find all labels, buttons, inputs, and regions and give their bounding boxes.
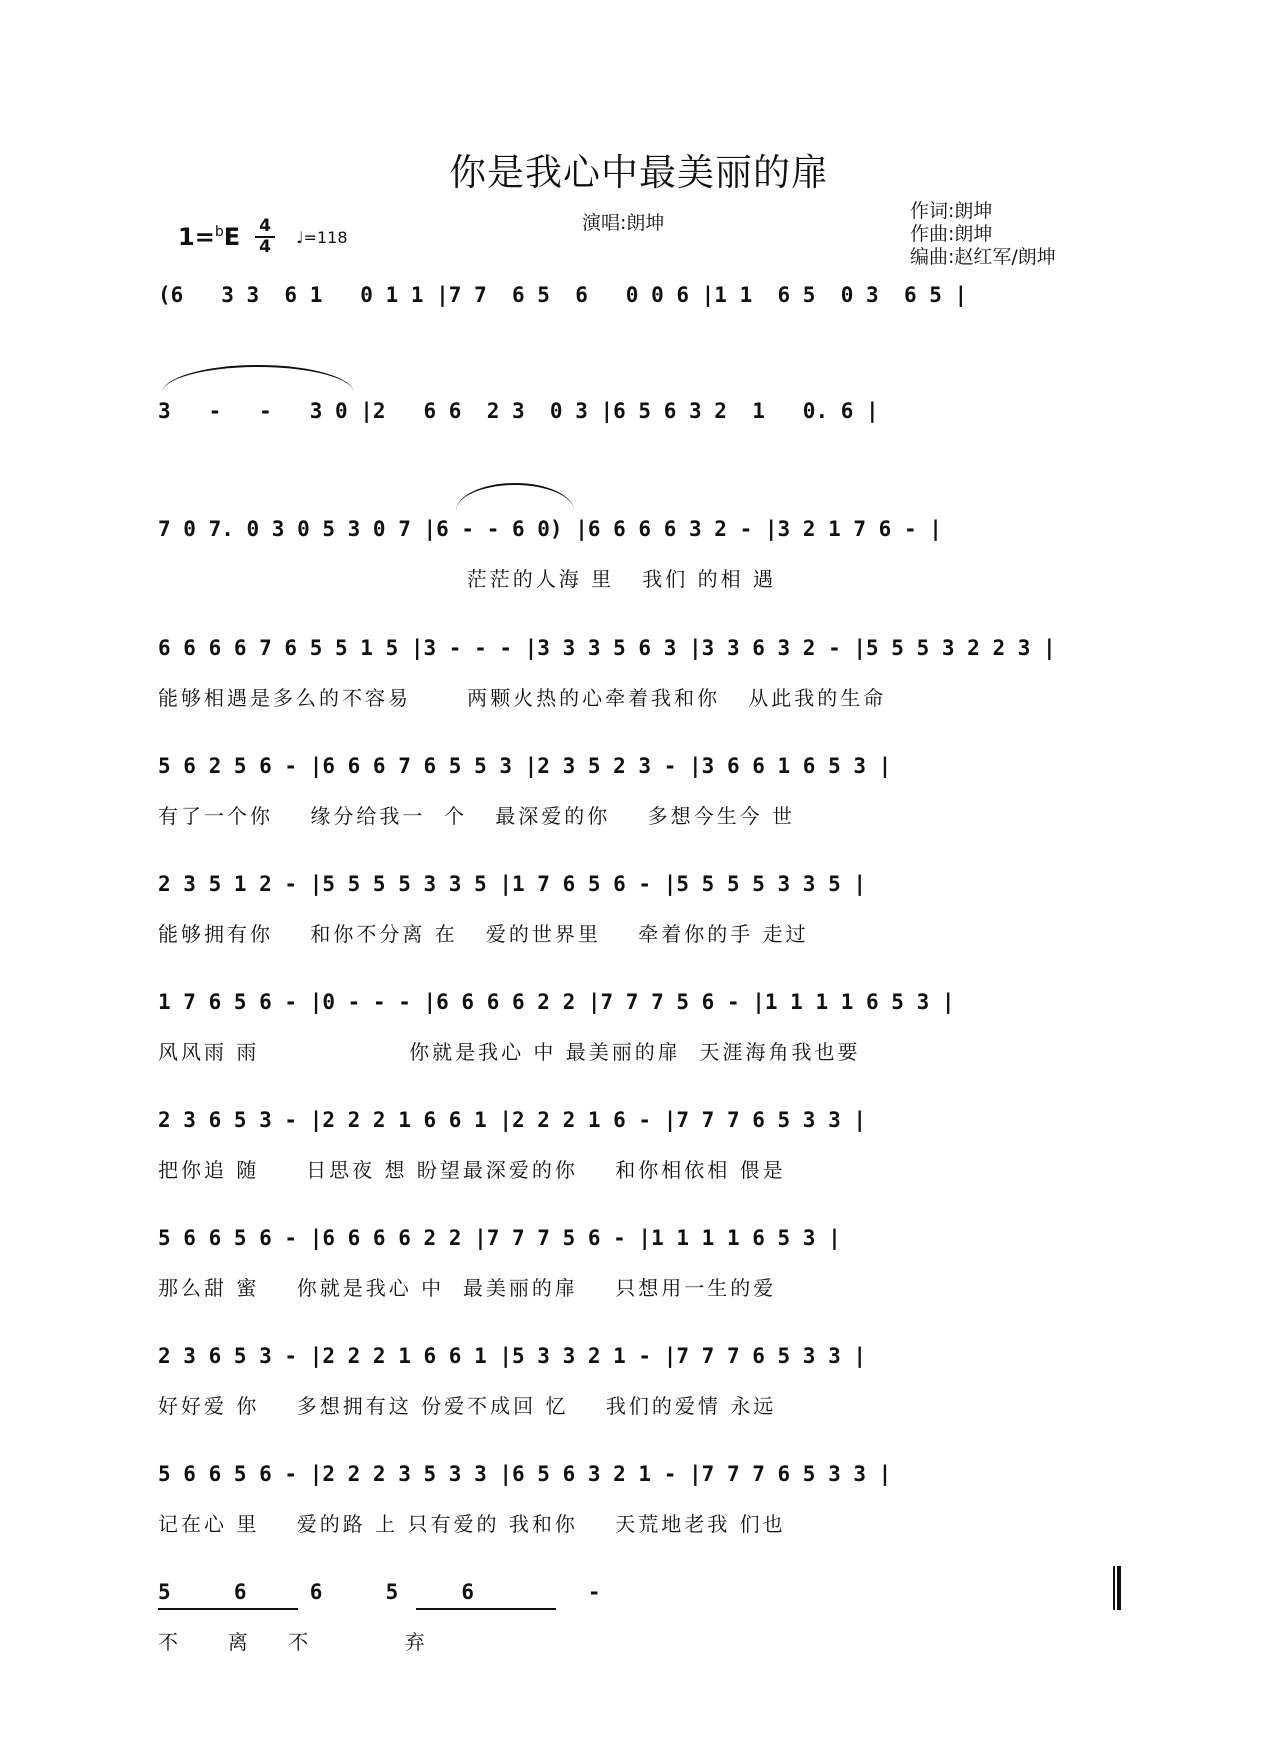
score-system-4 (158, 636, 1138, 736)
score-system-8 (158, 1108, 1138, 1208)
score-system-3 (158, 517, 1138, 617)
notation-line: 5 6 6 5 6 - (158, 1580, 601, 1604)
notation-line: (6 3 3 6 1 0 1 1 |7 7 6 5 6 0 0 6 |1 1 6 5 0 3 6 5 | (158, 283, 968, 307)
score-system-9 (158, 1226, 1138, 1326)
score-system-12 (158, 1580, 1138, 1680)
notation-line: 5 6 6 5 6 - |2 2 2 3 5 3 3 |6 5 6 3 2 1 - |7 7 7 6 5 3 3 | (158, 1462, 892, 1486)
final-barline (1113, 1566, 1121, 1610)
lyric-line: 茫茫的人海 里 我们 的相 遇 (158, 567, 776, 591)
notation-line: 6 6 6 6 7 6 5 5 1 5 |3 - - - |3 3 3 5 6 3 |3 3 6 3 2 - |5 5 5 3 2 2 3 | (158, 636, 1056, 660)
score-system-11 (158, 1462, 1138, 1562)
lyric-line: 不 离 不 弃 (158, 1630, 428, 1654)
time-signature (255, 218, 275, 256)
lyric-line: 好好爱 你 多想拥有这 份爱不成回 忆 我们的爱情 永远 (158, 1394, 777, 1418)
lyric-line: 风风雨 雨 你就是我心 中 最美丽的扉 天涯海角我也要 (158, 1040, 861, 1064)
song-title: 你是我心中最美丽的扉 (449, 151, 829, 194)
score-system-2 (158, 399, 1138, 499)
notation-line: 2 3 6 5 3 - |2 2 2 1 6 6 1 |2 2 2 1 6 - |7 7 7 6 5 3 3 | (158, 1108, 867, 1132)
lyricist-credit: 作词:朗坤 (910, 200, 993, 222)
lyric-line: 能够相遇是多么的不容易 两颗火热的心牵着我和你 从此我的生命 (158, 686, 887, 710)
score-system-6 (158, 872, 1138, 972)
flat-sign: b (214, 224, 224, 240)
lyric-line: 有了一个你 缘分给我一 个 最深爱的你 多想今生今 世 (158, 804, 796, 828)
time-top: 4 (259, 216, 271, 236)
lyric-line: 那么甜 蜜 你就是我心 中 最美丽的扉 只想用一生的爱 (158, 1276, 777, 1300)
composer-credit: 作曲:朗坤 (910, 223, 993, 245)
score-system-10 (158, 1344, 1138, 1444)
lyric-line: 把你追 随 日思夜 想 盼望最深爱的你 和你相依相 偎是 (158, 1158, 786, 1182)
notation-line: 2 3 5 1 2 - |5 5 5 5 3 3 5 |1 7 6 5 6 - |5 5 5 5 3 3 5 | (158, 872, 867, 896)
notation-line: 5 6 2 5 6 - |6 6 6 7 6 5 5 3 |2 3 5 2 3 - |3 6 6 1 6 5 3 | (158, 754, 892, 778)
notation-line: 7 0 7. 0 3 0 5 3 0 7 |6 - - 6 0) |6 6 6 6 3 2 - |3 2 1 7 6 - | (158, 517, 942, 541)
key-signature (178, 223, 240, 251)
time-bottom: 4 (259, 237, 271, 257)
arranger-credit: 编曲:赵红军/朗坤 (910, 246, 1056, 268)
key-note: E (223, 223, 241, 251)
tempo-mark: ♩=118 (296, 228, 348, 247)
credits-block (910, 200, 1056, 269)
lyric-line: 能够拥有你 和你不分离 在 爱的世界里 牵着你的手 走过 (158, 922, 809, 946)
notation-line: 2 3 6 5 3 - |2 2 2 1 6 6 1 |5 3 3 2 1 - |7 7 7 6 5 3 3 | (158, 1344, 867, 1368)
singer-credit: 演唱:朗坤 (582, 212, 665, 234)
lyric-line: 记在心 里 爱的路 上 只有爱的 我和你 天荒地老我 们也 (158, 1512, 786, 1536)
notation-line: 3 - - 3 0 |2 6 6 2 3 0 3 |6 5 6 3 2 1 0. 6 | (158, 399, 879, 423)
score-system-5 (158, 754, 1138, 854)
key-prefix: 1= (178, 223, 215, 251)
notation-line: 5 6 6 5 6 - |6 6 6 6 2 2 |7 7 7 5 6 - |1 1 1 1 6 5 3 | (158, 1226, 841, 1250)
notation-line: 1 7 6 5 6 - |0 - - - |6 6 6 6 2 2 |7 7 7 5 6 - |1 1 1 1 6 5 3 | (158, 990, 955, 1014)
score-system-7 (158, 990, 1138, 1090)
